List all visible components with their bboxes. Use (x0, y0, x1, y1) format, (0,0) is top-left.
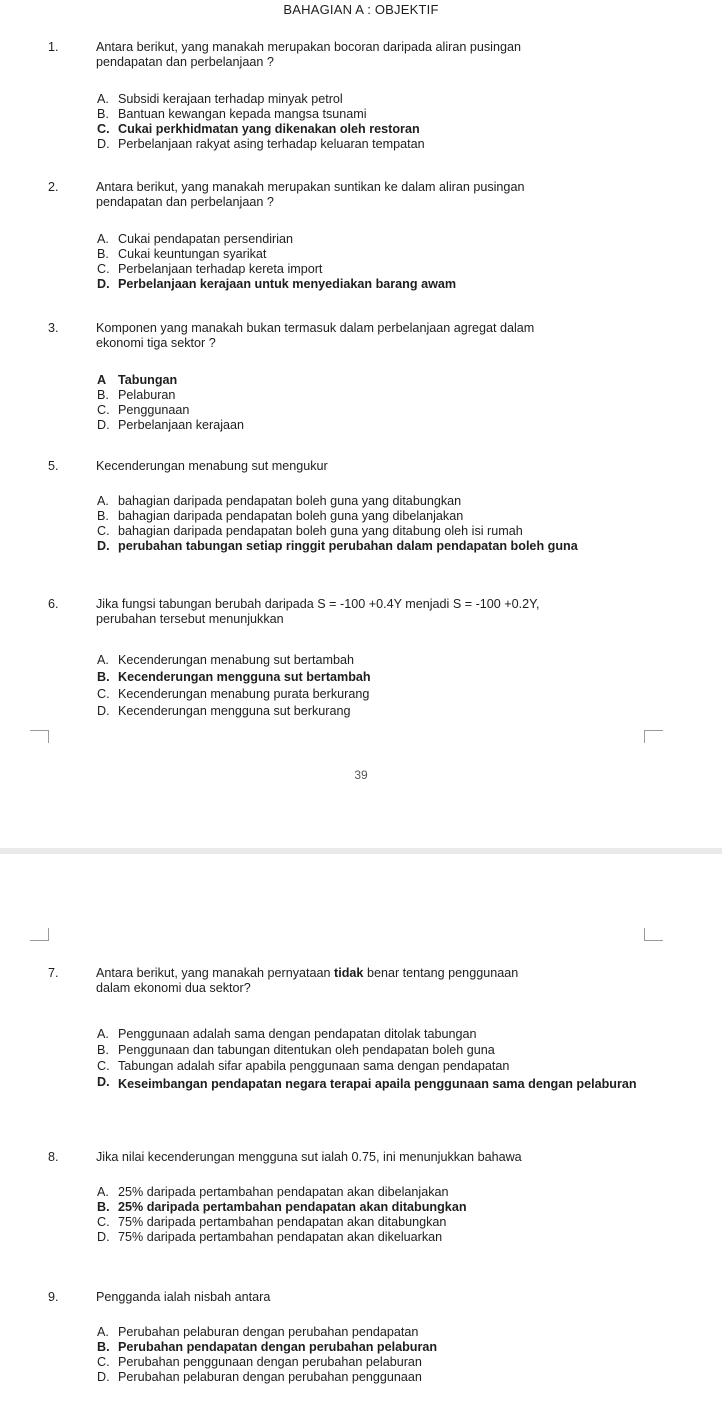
option-text: Perubahan pelaburan dengan perubahan pendapatan (118, 1325, 419, 1339)
question-number: 1. (48, 40, 59, 54)
option-list (97, 232, 687, 292)
option-letter: A. (97, 494, 109, 508)
option-letter: A. (97, 653, 109, 667)
option-letter: A. (97, 92, 109, 106)
question-text: Pengganda ialah nisbah antara (96, 1290, 271, 1304)
option-text: Subsidi kerajaan terhadap minyak petrol (118, 92, 343, 106)
option-letter: A (97, 373, 107, 387)
question-text: Jika nilai kecenderungan mengguna sut ialah 0.75, ini menunjukkan bahawa (96, 1150, 522, 1164)
option-text: Pelaburan (118, 388, 176, 402)
option-d[interactable] (97, 539, 627, 554)
page-number: 39 (354, 768, 368, 782)
question-number: 9. (48, 1290, 59, 1304)
option-text: Cukai keuntungan syarikat (118, 247, 267, 261)
option-list (97, 494, 687, 554)
option-d[interactable] (97, 704, 687, 721)
question-text: Antara berikut, yang manakah merupakan bocoran daripada aliran pusingan pendapatan dan perbelanjaan ? (96, 40, 521, 69)
option-text: Cukai pendapatan persendirian (118, 232, 294, 246)
crop-mark (644, 928, 663, 941)
option-letter: B. (97, 670, 110, 684)
option-letter: B. (97, 1043, 109, 1057)
crop-mark (30, 730, 49, 743)
option-text: perubahan tabungan setiap ringgit perubahan dalam pendapatan boleh guna (118, 539, 578, 553)
option-c[interactable] (97, 403, 687, 418)
option-letter: C. (97, 1059, 110, 1073)
option-text: 75% daripada pertambahan pendapatan akan ditabungkan (118, 1215, 447, 1229)
option-text: Perubahan penggunaan dengan perubahan pelaburan (118, 1355, 422, 1369)
option-letter: B. (97, 1200, 110, 1214)
option-b[interactable] (97, 1043, 687, 1059)
option-letter: B. (97, 247, 109, 261)
question-number: 3. (48, 321, 59, 335)
option-c[interactable] (97, 122, 687, 137)
option-c[interactable] (97, 1355, 687, 1370)
question-number: 8. (48, 1150, 59, 1164)
option-text: Penggunaan dan tabungan ditentukan oleh pendapatan boleh guna (118, 1043, 495, 1057)
option-a[interactable] (97, 232, 687, 247)
option-text: bahagian daripada pendapatan boleh guna yang dibelanjakan (118, 509, 464, 523)
option-letter: A. (97, 232, 109, 246)
option-b[interactable] (97, 247, 687, 262)
option-letter: C. (97, 403, 110, 417)
option-a[interactable] (97, 1027, 687, 1043)
option-letter: C. (97, 1355, 110, 1369)
option-list (97, 653, 687, 721)
crop-mark (30, 928, 49, 941)
option-letter: C. (97, 262, 110, 276)
option-letter: B. (97, 107, 109, 121)
option-a[interactable] (97, 494, 687, 509)
option-c[interactable] (97, 1059, 687, 1075)
option-text: Perbelanjaan kerajaan untuk menyediakan barang awam (118, 277, 457, 291)
option-letter: D. (97, 137, 110, 151)
option-text: Kecenderungan menabung purata berkurang (118, 687, 370, 701)
option-list (97, 1185, 687, 1245)
option-letter: A. (97, 1185, 109, 1199)
option-a[interactable] (97, 1185, 687, 1200)
option-text: Penggunaan adalah sama dengan pendapatan ditolak tabungan (118, 1027, 477, 1041)
option-text: Perbelanjaan kerajaan (118, 418, 245, 432)
option-c[interactable] (97, 1215, 687, 1230)
question-text: Komponen yang manakah bukan termasuk dalam perbelanjaan agregat dalam ekonomi tiga sektor ? (96, 321, 535, 350)
option-b[interactable] (97, 670, 687, 687)
option-text: Kecenderungan mengguna sut bertambah (118, 670, 371, 684)
option-list (97, 1027, 687, 1093)
option-text: Tabungan adalah sifar apabila penggunaan sama dengan pendapatan (118, 1059, 510, 1073)
option-letter: D. (97, 1075, 110, 1089)
option-b[interactable] (97, 388, 687, 403)
option-letter: C. (97, 687, 110, 701)
option-d[interactable] (97, 1370, 687, 1385)
option-d[interactable] (97, 137, 687, 152)
question-text: Kecenderungan menabung sut mengukur (96, 459, 328, 473)
option-letter: C. (97, 122, 110, 136)
option-letter: A. (97, 1027, 109, 1041)
option-c[interactable] (97, 262, 687, 277)
option-text: 25% daripada pertambahan pendapatan akan dibelanjakan (118, 1185, 449, 1199)
option-letter: D. (97, 1370, 110, 1384)
option-text: Perbelanjaan rakyat asing terhadap keluaran tempatan (118, 137, 425, 151)
option-a[interactable] (97, 653, 687, 670)
option-text: bahagian daripada pendapatan boleh guna yang ditabungkan (118, 494, 462, 508)
option-letter: B. (97, 1340, 110, 1354)
option-c[interactable] (97, 524, 687, 539)
option-letter: D. (97, 704, 110, 718)
option-b[interactable] (97, 1340, 687, 1355)
question-text: Jika fungsi tabungan berubah daripada S = -100 +0.4Y menjadi S = -100 +0.2Y, perubahan tersebut menunjukkan (96, 597, 540, 626)
option-text: Bantuan kewangan kepada mangsa tsunami (118, 107, 367, 121)
option-list (97, 373, 687, 433)
option-text: bahagian daripada pendapatan boleh guna yang ditabung oleh isi rumah (118, 524, 523, 538)
question-number: 6. (48, 597, 59, 611)
option-text: 25% daripada pertambahan pendapatan akan ditabungkan (118, 1200, 467, 1214)
option-b[interactable] (97, 1200, 687, 1215)
option-letter: D. (97, 418, 110, 432)
option-d[interactable] (97, 1230, 687, 1245)
option-text: Perubahan pelaburan dengan perubahan penggunaan (118, 1370, 422, 1384)
option-a[interactable] (97, 373, 687, 388)
option-letter: B. (97, 509, 109, 523)
section-title: BAHAGIAN A : OBJEKTIF (283, 2, 439, 17)
option-a[interactable] (97, 92, 687, 107)
question-text-emphasis: tidak (334, 966, 364, 980)
option-text: Penggunaan (118, 403, 190, 417)
option-letter: C. (97, 1215, 110, 1229)
option-c[interactable] (97, 687, 687, 704)
question-text-before: Antara berikut, yang manakah pernyataan (96, 966, 335, 980)
option-a[interactable] (97, 1325, 687, 1340)
page-separator (0, 848, 722, 854)
option-text: Cukai perkhidmatan yang dikenakan oleh restoran (118, 122, 420, 136)
option-text: Kecenderungan menabung sut bertambah (118, 653, 354, 667)
option-text: Tabungan (118, 373, 178, 387)
option-letter: D. (97, 539, 110, 553)
option-letter: D. (97, 1230, 110, 1244)
option-text: Perubahan pendapatan dengan perubahan pelaburan (118, 1340, 438, 1354)
question-text: Antara berikut, yang manakah merupakan suntikan ke dalam aliran pusingan pendapatan dan perbelanjaan ? (96, 180, 525, 209)
option-b[interactable] (97, 107, 687, 122)
question-number: 5. (48, 459, 59, 473)
option-text: Keseimbangan pendapatan negara terapai apaila penggunaan sama dengan pelaburan (118, 1077, 637, 1091)
question-text-after: benar tentang penggunaan dalam ekonomi dua sektor? (96, 966, 519, 995)
crop-mark (644, 730, 663, 743)
option-d[interactable] (97, 418, 687, 433)
question-number: 7. (48, 966, 59, 980)
option-letter: A. (97, 1325, 109, 1339)
option-letter: B. (97, 388, 109, 402)
option-list (97, 1325, 687, 1385)
option-b[interactable] (97, 509, 687, 524)
option-letter: D. (97, 277, 110, 291)
option-list (97, 92, 687, 152)
option-d[interactable] (97, 1075, 657, 1093)
option-text: 75% daripada pertambahan pendapatan akan dikeluarkan (118, 1230, 443, 1244)
question-text (96, 966, 656, 996)
option-text: Kecenderungan mengguna sut berkurang (118, 704, 351, 718)
option-text: Perbelanjaan terhadap kereta import (118, 262, 323, 276)
question-number: 2. (48, 180, 59, 194)
option-letter: C. (97, 524, 110, 538)
option-d[interactable] (97, 277, 687, 292)
